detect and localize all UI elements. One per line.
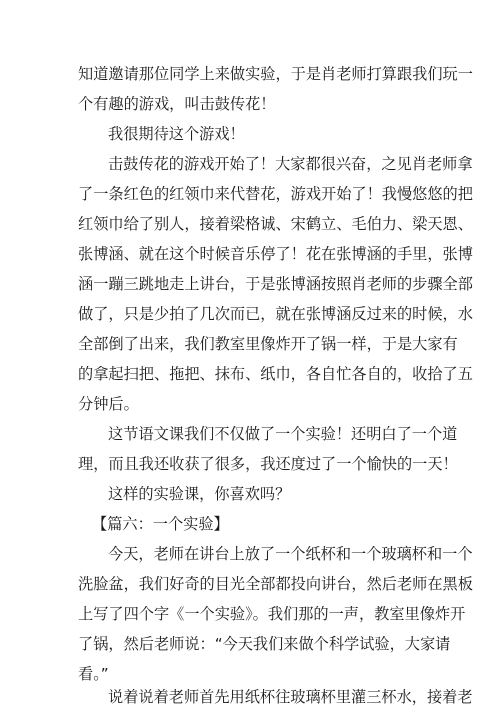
text-line: 说着说着老师首先用纸杯往玻璃杯里灌三杯水，接着老 [108, 688, 473, 706]
text-line: 全部倒了出来，我们教室里像炸开了锅一样，于是大家有 [78, 335, 458, 353]
text-line: 这节语文课我们不仅做了一个实验！还明白了一个道 [108, 425, 458, 443]
text-line: 做了，只是少拍了几次而已，就在张博涵反过来的时候，水 [78, 305, 473, 323]
text-line: 涵一蹦三跳地走上讲台，于是张博涵按照肖老师的步骤全部 [78, 275, 473, 293]
text-line: 上写了四个字《一个实验》。我们那的一声，教室里像炸开 [78, 605, 466, 623]
text-line: 个有趣的游戏，叫击鼓传花！ [78, 95, 276, 113]
text-line: 红领巾给了别人，接着梁格诚、宋鹤立、毛伯力、梁天恩、 [78, 215, 473, 233]
text-line: 了一条红色的红领巾来代替花，游戏开始了！我慢悠悠的把 [78, 185, 473, 203]
text-line: 分钟后。 [78, 395, 139, 413]
section-heading: 【篇六：一个实验】 [92, 515, 229, 533]
text-line: 看。” [78, 665, 109, 683]
text-line: 我很期待这个游戏！ [108, 125, 245, 143]
text-line: 今天，老师在讲台上放了一个纸杯和一个玻璃杯和一个 [108, 545, 473, 563]
text-line: 洗脸盆，我们好奇的目光全部都投向讲台，然后老师在黑板 [78, 575, 473, 593]
text-line: 了锅，然后老师说：“今天我们来做个科学试验，大家请 [78, 635, 451, 653]
text-line: 知道邀请那位同学上来做实验，于是肖老师打算跟我们玩一 [78, 65, 473, 83]
text-line: 理，而且我还收获了很多，我还度过了一个愉快的一天！ [78, 455, 458, 473]
text-line: 张博涵、就在这个时候音乐停了！花在张博涵的手里，张博 [78, 245, 473, 263]
text-line: 击鼓传花的游戏开始了！大家都很兴奋，之见肖老师拿 [108, 155, 473, 173]
text-line: 这样的实验课，你喜欢吗？ [108, 485, 291, 503]
text-line: 的拿起扫把、拖把、抹布、纸巾，各自忙各自的，收拾了五 [78, 365, 473, 383]
